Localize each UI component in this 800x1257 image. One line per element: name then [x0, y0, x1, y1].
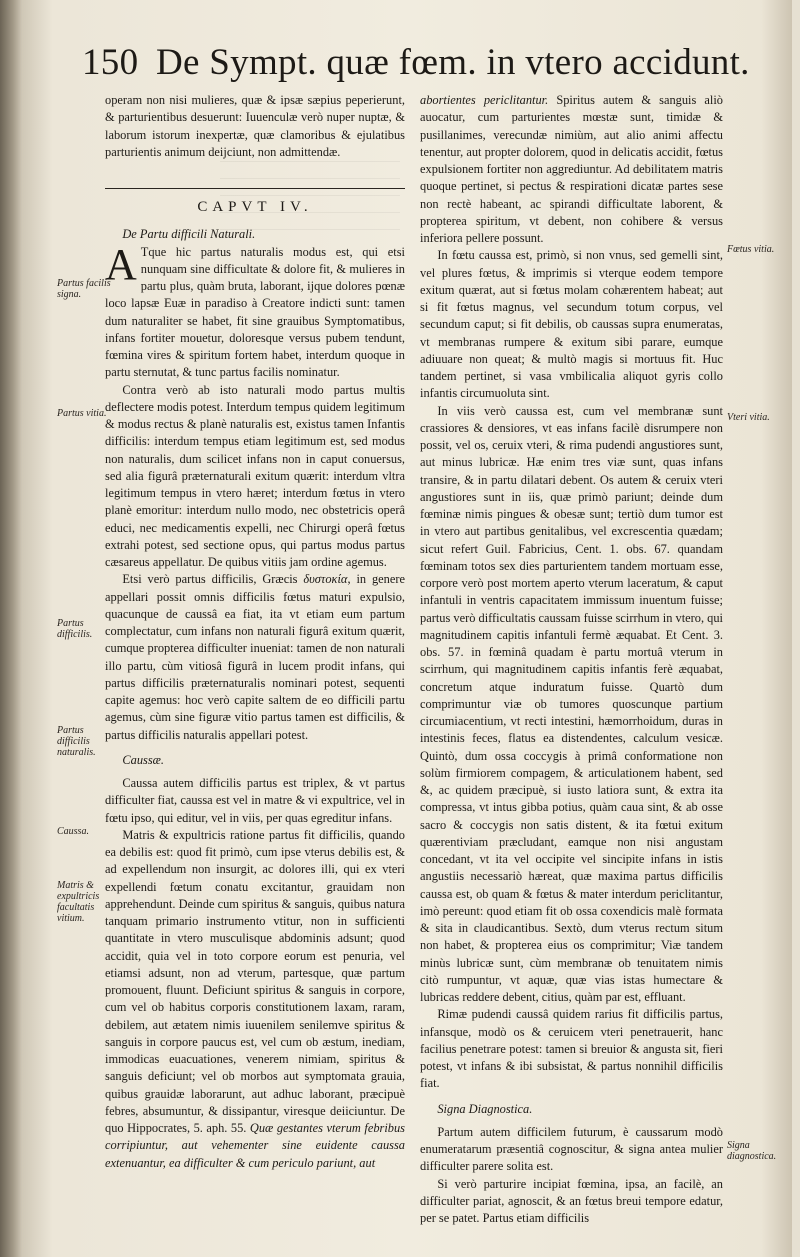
- paragraph: operam non nisi mulieres, quæ & ipsæ sæpius peperierunt, & parturientibus desuerunt: Iuuenculæ verò nuper nuptæ, & laborum istorum inexpertæ, quæ clamoribus & ejulatibus parturientis animum deijciunt, non admittendæ.: [105, 93, 405, 159]
- chapter-divider: [105, 188, 405, 189]
- paragraph: Contra verò ab isto naturali modo partus multis deflectere modis potest. Interdum tempus quidem legitimum & modus rectus & planè naturalis est, existus tamen Infantis difficilis: interdum tempus etiam legitimum est, sed modus non naturalis, dum scilicet infans non in caput conuersus, sed alia figurâ præternaturali exitum quærit: interdum vltra legitimum tempus in vtero hæret; interdum fœtus in vtero planè emoritur: interdum nullo modo, nec obstetricis operâ educi, nec medicamentis expelli, nec Chirurgi operâ fœtus extrahi potest, sed sectione opus, qui partus modus partus cæsareus appellatur. De quibus vitiis jam ordine agemus.: [105, 382, 405, 569]
- page-header: [82, 38, 750, 88]
- section-heading: Signa Diagnostica.: [437, 1101, 533, 1116]
- chapter-title: De Partu difficili Naturali.: [122, 227, 256, 242]
- drop-cap: A: [105, 239, 137, 289]
- paragraph: [105, 827, 405, 1172]
- paragraph-text: Spiritus autem & sanguis aliò auocatur, cum parturientes mœstæ sunt, timidæ & pusillanimes, verecundæ nimiùm, aut alio animi affectu tenentur, aut propter dolorem, quod in delicatis accidit, fœtus expulsionem fortiter non aggrediuntur. Ad debilitatem matris quoque pertinet, si pectus & respirationi dicatæ partes sese non rectè habeant, ac spirandi difficultate laborent, & propterea spiritum, vt debent, non cohibere & versus inferiora pellere possunt.: [420, 93, 723, 245]
- paragraph: [105, 571, 405, 744]
- margin-note: Partus facilis signa.: [57, 278, 111, 300]
- paragraph: Si verò parturire incipiat fœmina, ipsa, an facilè, an difficulter pariat, agnoscit, & an fœtus breui tempore edatur, per se patet. Partus etiam difficilis: [420, 1176, 723, 1225]
- paragraph-text: Etsi verò partus difficilis, Græcis: [122, 572, 304, 587]
- section-heading: Caussæ.: [122, 752, 165, 767]
- italic-quote: Quæ gestantes vterum febribus corripiuntur, aut vehementer sine euidente caussa extenuantur, ea difficulter & cum periculo pariunt, aut: [105, 1121, 405, 1170]
- page-number: 150: [82, 42, 139, 83]
- margin-note: Vteri vitia.: [727, 412, 770, 423]
- paragraph: Caussa autem difficilis partus est triplex, & vt partus difficulter fiat, caussa est vel in matre & vi expultrice, vel in fœtu ipso, qui editur, vel in viis, per quas egreditur infans.: [105, 776, 405, 825]
- paragraph: [105, 239, 405, 382]
- chapter-heading: CAPVT IV.: [197, 199, 313, 215]
- running-title: De Sympt. quæ fœm. in vtero accidunt.: [155, 42, 750, 83]
- right-column: [420, 92, 723, 1227]
- paragraph-text: Matris & expultricis ratione partus fit difficilis, quando ea debilis est: quod fit primò, cum ipse vterus debilis est, & ad expellendum non insurgit, ac dolores illi, qui ex vteri expellendi fœtum conatu excitantur, grauidam non apprehendunt. Deinde cum spiritus & sanguis, quibus natura tanquam primario instrumento vtitur, non in sufficienti quantitate in vtero musculisque abdominis adsunt; quod accidit, quia vel in toto corpore eorum est penuria, vel etiamsi adsunt, non ad vterum, partesque, quæ partum promouent, fluunt. Deficiunt spiritus & sanguis in corpore, cum vel ob habitus corporis constitutionem laxam, raram, debilem, aut ætatem nimis iuuenilem senilemve spiritus & sanguis in corpore paucus est, vel cum ob æstum, inediam, immodicas euacuationes, venerem nimiam, spiritus & sanguis deficiunt; vel ob morbos aut symptomata grauia, quibus grauidæ laborarunt, aut adhuc laborant, præcipuè febres, absumuntur, & dissipantur, viresque deiiciuntur. De quo Hippocrates, 5. aph. 55.: [105, 827, 405, 1135]
- italic-quote: abortientes periclitantur.: [420, 93, 549, 107]
- paragraph-text: , in genere appellari possit omnis difficilis fœtus maturi expulsio, quacunque de caussâ ea fiat, ita vt etiam eum partum complectatur, cum infans non naturali figurâ exitum quærit, cumque propterea difficulter inueniat: tamen de non naturali illo partu, cùm vitiosâ figurâ in lucem prodit infans, qui partus difficilis præternaturalis nominari potest, sequenti capite agemus: hoc verò capite saltem de eo difficili partu agemus, cùm sine figuræ vitio partus tamen est difficilis, & partus difficilis naturalis appellari potest.: [105, 572, 405, 742]
- greek-term: δυστοκία: [303, 572, 348, 587]
- margin-note: Caussa.: [57, 826, 89, 837]
- margin-note: Partus vitia.: [57, 408, 107, 419]
- paragraph: In viis verò caussa est, cum vel membranæ sunt crassiores & densiores, vt eas infans facilè disrumpere non possit, vel os, ceruix vteri, & rima pudendi angustiores sunt, aut minus lubricæ. Hæ enim tres viæ sunt, quas infans transire, & in partu dilatari debent. Os autem & ceruix vteri angustiores sunt in iis, quæ primò pariunt; deinde dum fœminæ nimis pingues & obesæ sunt; tertiò dum tumor est in vtero aut partibus genitalibus, vel excrescentia quædam; sicut refert Guil. Fabricius, Cent. 1. obs. 67. quandam fœminam totos sex dies parturientem tandem mortuam esse, corpore verò post mortem aperto vterum laceratum, & caput infantuli in ventris capacitatem immissum inuentum fuisse; partus verò difficultatis caussam fuisse scirrhum in vtero, qui magnitudinem capitis infantuli fermè æquabat. Et Cent. 3. obs. 57. in fœminâ quadam è partu mortuâ vterum in scirrhum, qui magnitudinem capitis infantis ferè æquabat, concretum atque induratum fuisse. Quartò dum comprimuntur viæ ob tumores quoscunque partium circumiacentium, vt recti intestini, hæmorrhoidum, duras in intestinis feces, flatus ea distendentes, calculum vesicæ. Quintò, dum ossa coccygis à primâ conformatione non solùm firmiorem compagem, & articulationem habent, sed &, ac quidem præcipuè, si iusto latiora sunt, & extra ita compressa, vt intus gibba potius, quàm caua sint, & ab osse sacro & coccygis non satis distent, & ita fœtui exitum quærentiviam præcludant, eamque non nisi angustam concedant, vt ita vel occipite vel sincipite infans in istis angustiis necessariò hæreat, quæ maxima partus difficilis caussa est, ob quam & fœtus & mater interdum periclitantur, imò pereunt: quod etiam fit ob ossa coxendicis malè formata & sita in claudicantibus. Sextò, dum vterus rectum situm non habet, & propterea eius os comprimitur; Viæ tandem minùs lubricæ sunt, cùm membranæ ob tenuitatem nimis citò rumpuntur, vt aquæ, quæ vias istas humectare & lubricas reddere debent, citius, quàm par est, effluant.: [420, 403, 723, 1004]
- margin-note: Partus difficilis.: [57, 618, 93, 640]
- margin-note: Partus difficilis naturalis.: [57, 725, 96, 758]
- margin-note: Matris & expultricis facultatis vitium.: [57, 880, 100, 924]
- paragraph-text: Tque hic partus naturalis modus est, qui etsi nunquam sine difficultate & dolore fit, & mulieres in partu plus, quàm bruta, laborant, ijque dolores pœnæ loco lapsæ Euæ in paradiso à Creatore indicti sunt: tamen dum naturaliter se habet, fit sine grauibus Symptomatibus, infans fortiter mouetur, doloresque versus pubem tendunt, fœmina vires & spiritum fortem habet, interdum quoque in partu sternutat, & tunc partus facilis nominatur.: [105, 244, 405, 380]
- margin-note: Fœtus vitia.: [727, 244, 775, 255]
- margin-note: Signa diagnostica.: [727, 1140, 777, 1162]
- paragraph: In fœtu caussa est, primò, si non vnus, sed gemelli sint, vel plures fœtus, & imprimis si vterque eodem tempore exitum quærat, aut si fœtus molam cohærentem habeat; aut si fit fœtus magnus, vel secundum totum corpus, vel secundum caput; si fit debilis, ob caussas supra enumeratas, vt membranas rumpere & exitum sibi parare, eumque adiuuare non queat; & multò magis si mortuus fit. Huc tandem pertinet, si vasa vmbilicalia aliquot gyris collo infantis circumuoluta sint.: [420, 248, 723, 401]
- paragraph: Partum autem difficilem futurum, è caussarum modò enumeratarum præsentiâ cognoscitur, & signa antea mulier difficulter parere solita est.: [420, 1124, 723, 1174]
- left-column: [105, 92, 405, 1172]
- paragraph: Rimæ pudendi caussâ quidem rarius fit difficilis partus, infansque, modò os & ceruicem vteri penetrauerit, hanc facilius penetrare potest: tamen si breuior & angusta sit, fieri potest, vt infans & ibi subsistat, & partus nonnihil difficilis fiat.: [420, 1007, 723, 1091]
- book-spine-shadow: [0, 0, 22, 1257]
- paragraph: [420, 92, 723, 247]
